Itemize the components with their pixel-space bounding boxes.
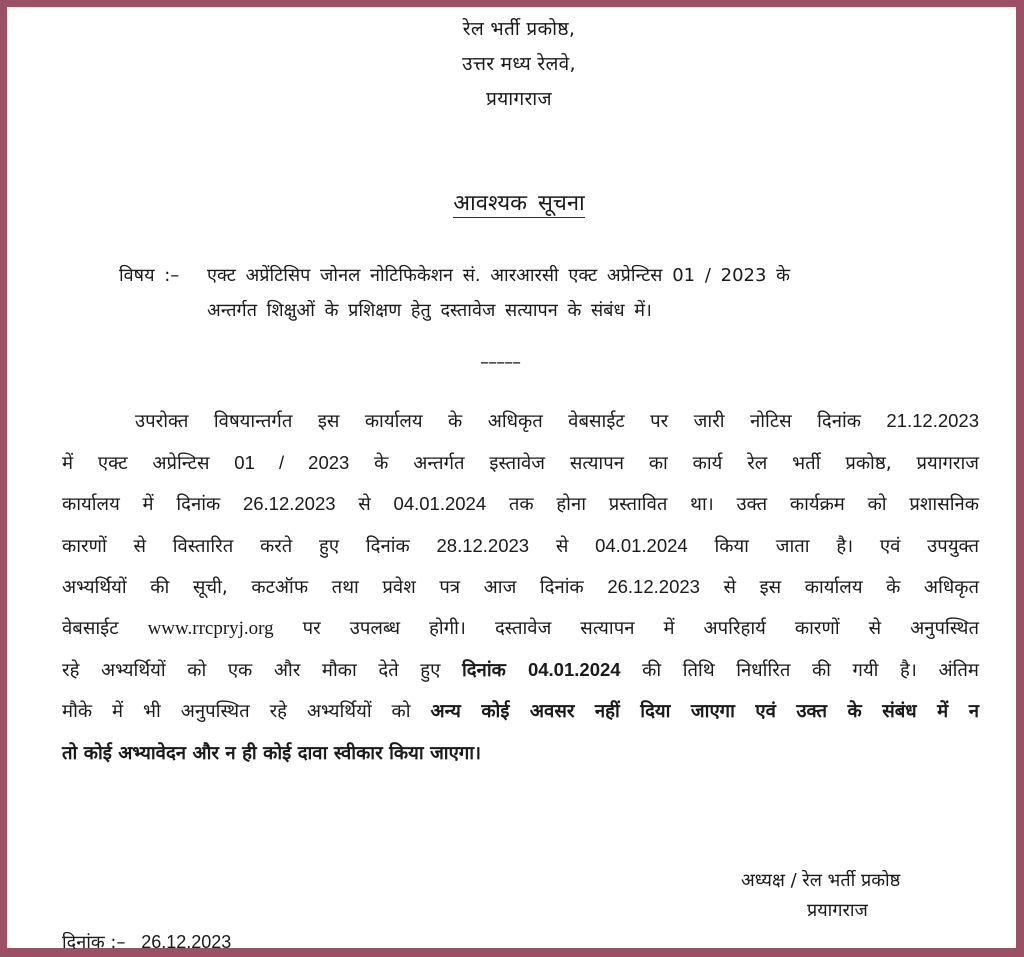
body-line (62, 617, 979, 641)
body-line (62, 492, 979, 517)
body-text: तो कोई अभ्यावेदन और न ही कोई दावा स्वीकार किया जाएगा। (62, 743, 482, 764)
body-text: के अन्तर्गत इस्तावेज सत्यापन का कार्य रेल भर्ती प्रकोष्ठ, प्रयागराज (349, 453, 980, 474)
body-text: किया जाता है। एवं उपयुक्त (687, 536, 980, 557)
subject-line-1: एक्ट अप्रेंटिसिप जोनल नोटिफिकेशन सं. आरआरसी एक्ट अप्रेन्टिस 01 / 2023 के (207, 265, 790, 286)
body-text: से (335, 494, 394, 515)
body-line (62, 742, 481, 766)
notice-title (7, 190, 1024, 218)
body-text: दिनांक (461, 660, 528, 681)
body-line (135, 409, 979, 434)
body-line (62, 658, 979, 683)
body-text: से इस कार्यालय के अधिकृत (699, 577, 979, 598)
body-text: रहे अभ्यर्थियों को एक और मौका देते हुए (62, 660, 462, 681)
body-text: में एक्ट अप्रेन्टिस (62, 453, 235, 474)
notice-title-text: आवश्यक सूचना (453, 191, 585, 216)
date-value: 26.12.2023 (141, 932, 232, 952)
body-text: 04.01.2024 (393, 493, 487, 514)
body-text: 21.12.2023 (886, 410, 979, 431)
section-separator: ––––– (480, 352, 520, 373)
signature-designation: अध्यक्ष / रेल भर्ती प्रकोष्ठ (741, 870, 901, 891)
body-line (62, 451, 979, 476)
body-text: वेबसाईट (62, 618, 148, 639)
body-text: उपरोक्त विषयान्तर्गत इस कार्यालय के अधिकृत वेबसाईट पर जारी नोटिस दिनांक (135, 411, 887, 432)
date-label: दिनांक :– (62, 932, 126, 953)
header-office-name: रेल भर्ती प्रकोष्ठ, (462, 18, 576, 40)
header-zone-name: उत्तर मध्य रेलवे, (462, 53, 576, 75)
body-line (62, 534, 979, 559)
body-text: 01 / 2023 (234, 452, 350, 473)
body-text: 04.01.2024 (595, 535, 688, 556)
date-footer (62, 930, 231, 955)
body-text: 28.12.2023 (436, 535, 530, 556)
body-text: 04.01.2024 (527, 659, 621, 680)
signature-city: प्रयागराज (807, 900, 868, 921)
body-text: मौके में भी अनुपस्थित रहे अभ्यर्थियों को (62, 701, 431, 722)
body-text: कारणों से विस्तारित करते हुए दिनांक (62, 536, 437, 557)
body-text: पर उपलब्ध होगी। दस्तावेज सत्यापन में अपरिहार्य कारणों से अनुपस्थित (273, 618, 980, 639)
body-text: 26.12.2023 (242, 493, 336, 514)
body-text: की तिथि निर्धारित की गयी है। अंतिम (620, 660, 980, 681)
header-city: प्रयागराज (486, 88, 552, 110)
body-text: अन्य कोई अवसर नहीं दिया जाएगा एवं उक्त के संबंध में न (430, 701, 979, 722)
subject-label: विषय :– (119, 265, 180, 286)
body-line (62, 575, 979, 600)
body-line (62, 700, 979, 724)
body-text: कार्यालय में दिनांक (62, 494, 243, 515)
subject-line-2: अन्तर्गत शिक्षुओं के प्रशिक्षण हेतु दस्तावेज सत्यापन के संबंध में। (207, 300, 652, 321)
body-text: अभ्यर्थियों की सूची, कटऑफ तथा प्रवेश पत्र आज दिनांक (62, 577, 608, 598)
body-text: से (529, 536, 596, 557)
website-link[interactable]: www.rrcpryj.org (147, 618, 274, 639)
body-text: तक होना प्रस्तावित था। उक्त कार्यक्रम को प्रशासनिक (486, 494, 979, 515)
body-text: 26.12.2023 (607, 576, 700, 597)
